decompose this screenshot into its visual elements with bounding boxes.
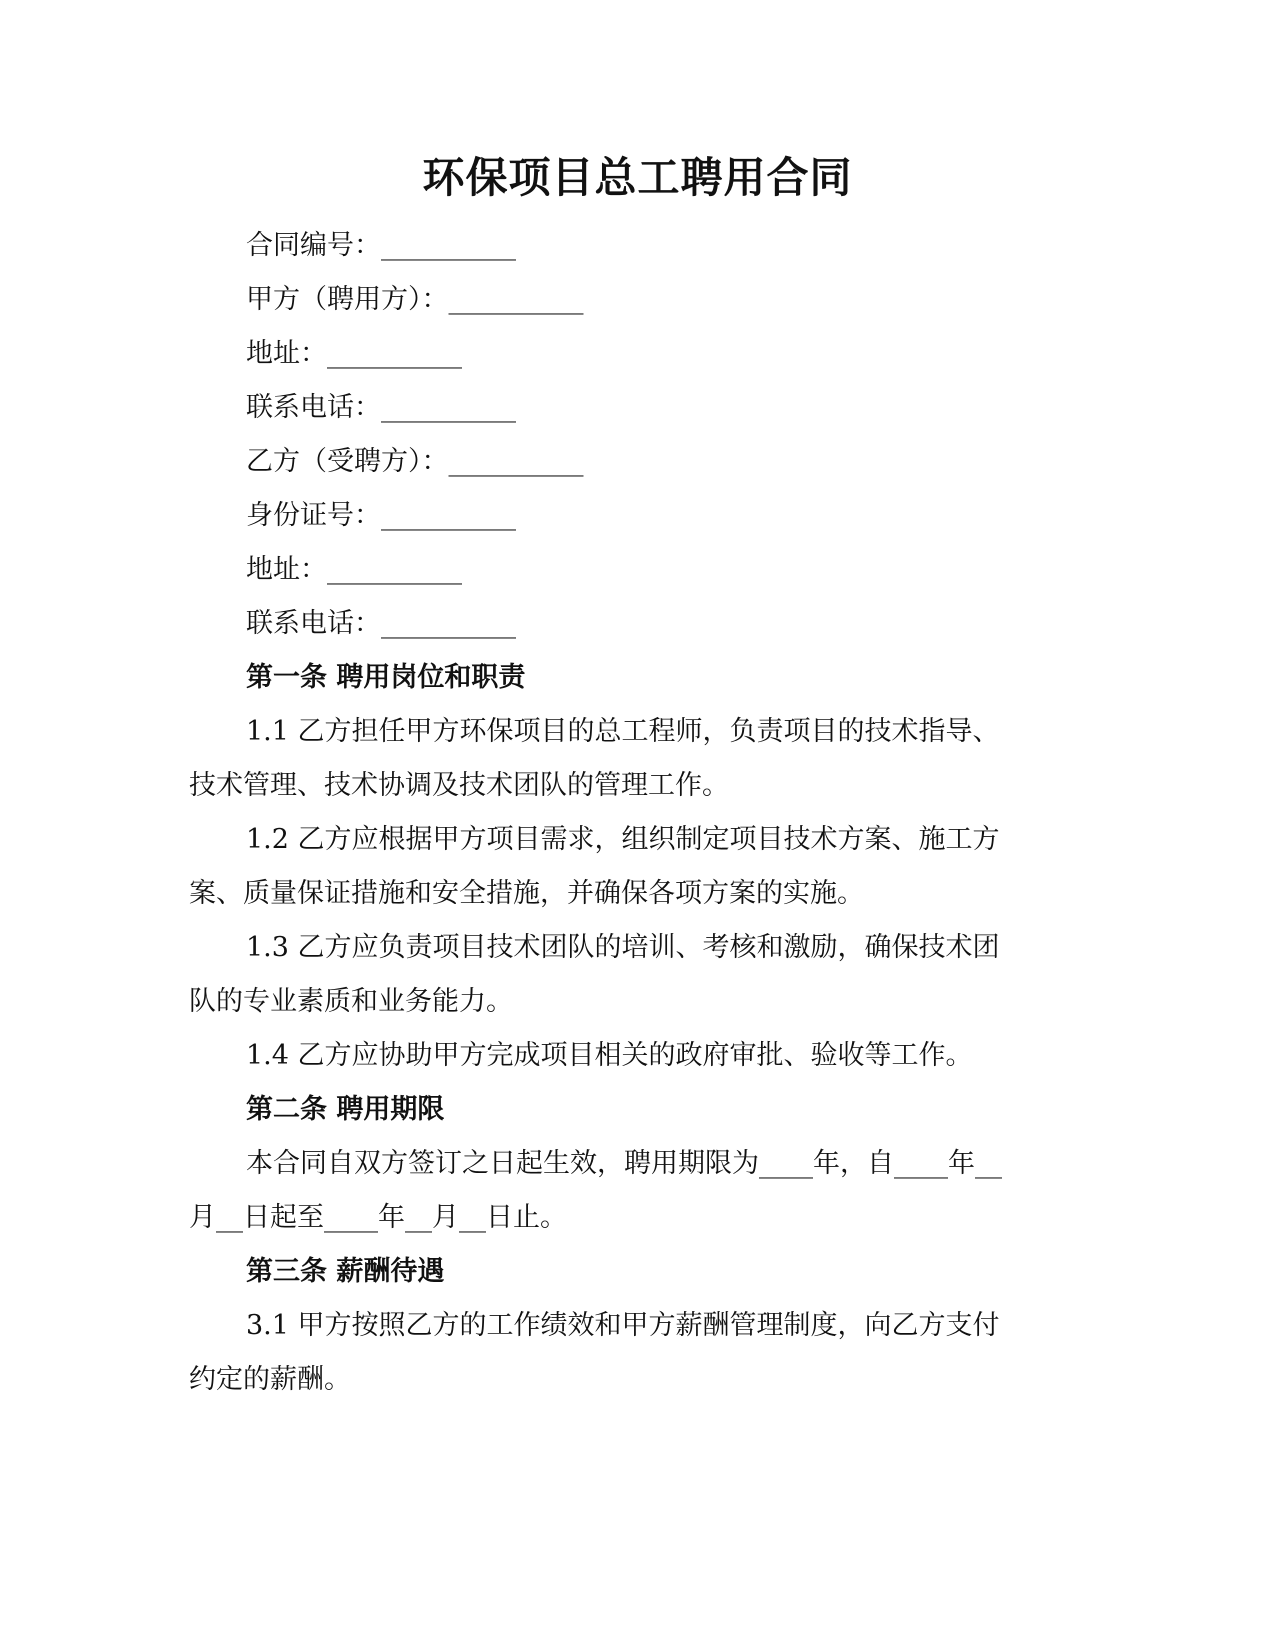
article-2-heading: 第二条 聘用期限: [246, 1094, 445, 1125]
document-title: 环保项目总工聘用合同: [422, 153, 853, 202]
party-a-address-field: 地址：__________: [246, 338, 462, 369]
party-b-phone-field: 联系电话：__________: [246, 608, 516, 639]
article-2-text-line-1: 本合同自双方签订之日起生效，聘用期限为____年，自____年__: [246, 1148, 1002, 1179]
clause-1-4-line-1: 1.4 乙方应协助甲方完成项目相关的政府审批、验收等工作。: [246, 1040, 973, 1071]
party-b-id-field: 身份证号：__________: [246, 500, 516, 531]
clause-1-2-line-1: 1.2 乙方应根据甲方项目需求，组织制定项目技术方案、施工方: [246, 824, 1000, 855]
party-a-field: 甲方（聘用方）：__________: [246, 284, 584, 315]
clause-1-1-line-1: 1.1 乙方担任甲方环保项目的总工程师，负责项目的技术指导、: [246, 716, 1000, 747]
party-b-field: 乙方（受聘方）：__________: [246, 446, 584, 477]
article-1-heading: 第一条 聘用岗位和职责: [246, 662, 526, 693]
clause-1-3-line-1: 1.3 乙方应负责项目技术团队的培训、考核和激励，确保技术团: [246, 932, 1000, 963]
clause-1-2-line-2: 案、质量保证措施和安全措施，并确保各项方案的实施。: [189, 878, 864, 909]
clause-1-3-line-2: 队的专业素质和业务能力。: [189, 986, 513, 1017]
article-3-heading: 第三条 薪酬待遇: [246, 1256, 445, 1287]
article-2-text-line-2: 月__日起至____年__月__日止。: [189, 1202, 567, 1233]
party-a-phone-field: 联系电话：__________: [246, 392, 516, 423]
clause-1-1-line-2: 技术管理、技术协调及技术团队的管理工作。: [189, 770, 729, 801]
contract-number-field: 合同编号：__________: [246, 230, 516, 261]
clause-3-1-line-1: 3.1 甲方按照乙方的工作绩效和甲方薪酬管理制度，向乙方支付: [246, 1310, 1000, 1341]
clause-3-1-line-2: 约定的薪酬。: [189, 1364, 351, 1395]
party-b-address-field: 地址：__________: [246, 554, 462, 585]
